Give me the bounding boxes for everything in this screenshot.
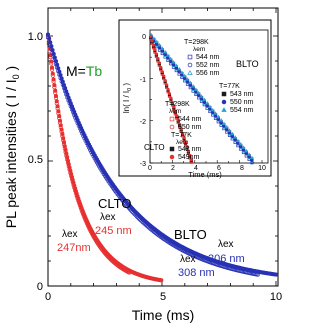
inset-data-point: [175, 67, 178, 70]
y-tick-label: 0.5: [27, 154, 43, 166]
data-point: [57, 114, 60, 117]
y-tick-label: 0: [36, 281, 43, 293]
clto-245nm-label: 245 nm: [95, 225, 132, 237]
inset-data-point: [154, 48, 156, 50]
inset-t298-clto: T=298K: [165, 101, 190, 108]
lambda-ex-clto-247: λex: [62, 229, 78, 240]
inset-data-point: [158, 46, 161, 49]
inset-data-point: [248, 155, 251, 158]
x-axis-label: Time (ms): [131, 307, 195, 323]
y-tick-label: 1.0: [27, 31, 43, 43]
data-point: [61, 132, 64, 135]
inset-data-point: [160, 66, 162, 68]
blto-306nm-label: 306 nm: [208, 253, 245, 265]
inset-data-point: [203, 101, 206, 104]
x-tick-label: 10: [269, 291, 282, 303]
inset-data-point: [220, 121, 223, 124]
inset-data-point: [161, 50, 164, 53]
material-label: M=Tb: [66, 63, 103, 79]
material-tb: Tb: [85, 63, 103, 79]
data-point: [65, 156, 68, 159]
inset-data-point: [158, 62, 160, 64]
inset-data-point: [161, 70, 163, 72]
clto-label: CLTO: [98, 196, 132, 211]
data-point: [68, 166, 71, 169]
data-point: [66, 159, 69, 162]
inset-data-point: [157, 57, 159, 59]
inset-y-tick-label: -1: [139, 77, 146, 84]
inset-x-axis-label: Time (ms): [188, 170, 222, 179]
inset-data-point: [197, 94, 200, 97]
inset-data-point: [231, 135, 234, 138]
inset-data-point: [239, 145, 242, 148]
inset-legend-label: 550 nm: [230, 99, 254, 106]
inset-data-point: [225, 128, 228, 131]
inset-data-point: [237, 142, 240, 145]
inset-legend-marker: [170, 147, 174, 151]
inset-data-point: [181, 74, 184, 77]
inset-data-point: [164, 53, 167, 56]
inset-x-tick-label: 0: [148, 165, 152, 172]
data-point: [59, 124, 62, 127]
data-point: [64, 148, 67, 151]
inset-data-point: [167, 56, 170, 59]
inset-t77-blto: T=77K: [219, 83, 240, 90]
inset-legend-label: 549nm: [178, 154, 200, 161]
clto-247nm-label: 247nm: [57, 242, 91, 254]
inset-data-point: [165, 84, 167, 86]
inset-legend-marker: [170, 155, 174, 159]
inset-data-point: [209, 108, 212, 111]
inset-data-point: [172, 63, 175, 66]
data-point: [52, 78, 55, 81]
inset-data-point: [183, 77, 186, 80]
data-point: [49, 60, 52, 63]
inset-lambda-em-b: λem: [169, 108, 182, 115]
inset-data-point: [189, 84, 192, 87]
x-tick-label: 5: [159, 291, 167, 303]
inset-legend-label: 544 nm: [178, 116, 202, 123]
inset-t77-clto: T=77K: [171, 132, 192, 139]
inset-legend-label: 556 nm: [196, 70, 220, 77]
inset-data-point: [251, 159, 254, 162]
inset-data-point: [152, 44, 154, 46]
inset-data-point: [168, 92, 170, 94]
data-point: [53, 83, 56, 86]
inset-legend-label: 550 nm: [178, 124, 202, 131]
lambda-ex-blto-308: λex: [180, 254, 196, 265]
inset-data-point: [206, 104, 209, 107]
inset-data-point: [164, 79, 166, 81]
data-point: [54, 94, 57, 97]
data-point: [160, 279, 163, 282]
inset-y-tick-label: -3: [139, 161, 146, 168]
inset-data-point: [214, 115, 217, 118]
inset-x-tick-label: 10: [258, 165, 266, 172]
inset-x-tick-label: 4: [194, 165, 198, 172]
inset-y-axis-label: ln( I / $I_0$ ): [122, 82, 133, 114]
blto-308nm-label: 308 nm: [178, 267, 215, 279]
data-point: [50, 66, 53, 69]
inset-x-tick-label: 2: [171, 165, 175, 172]
inset-data-point: [200, 97, 203, 100]
inset-t298-blto: T=298K: [184, 39, 209, 46]
inset-data-point: [162, 75, 164, 77]
inset-x-tick-label: 8: [240, 165, 244, 172]
inset-data-point: [234, 138, 237, 141]
data-point: [51, 72, 54, 75]
inset-legend-label: 554 nm: [230, 107, 254, 114]
inset-data-point: [149, 35, 151, 37]
data-point: [58, 119, 61, 122]
inset-x-tick-label: 6: [217, 165, 221, 172]
inset-y-tick-label: 0: [142, 34, 146, 41]
data-point: [53, 89, 56, 92]
inset-data-point: [195, 91, 198, 94]
inset-data-point: [186, 80, 189, 83]
inset-y-axis-label-subscript: 0: [127, 87, 133, 91]
data-point: [56, 105, 59, 108]
inset-data-point: [178, 70, 181, 73]
inset-data-point: [228, 132, 231, 135]
inset-data-point: [167, 88, 169, 90]
inset-data-point: [211, 111, 214, 114]
y-axis-label: PL peak intensities ( I / $I_0$ ): [3, 65, 21, 229]
data-point: [274, 273, 277, 276]
data-point: [67, 163, 70, 166]
data-point: [63, 144, 66, 147]
data-point: [55, 100, 58, 103]
inset-lambda-em-c: λem: [176, 139, 189, 146]
data-point: [57, 110, 60, 113]
lambda-ex-blto-306: λex: [218, 239, 234, 250]
inset-data-point: [192, 87, 195, 90]
inset-legend-marker: [222, 92, 226, 96]
y-axis-label-subscript: 0: [11, 74, 21, 80]
inset-legend-label: 543 nm: [230, 91, 254, 98]
inset-legend-label: 542 nm: [178, 146, 202, 153]
inset-data-point: [169, 60, 172, 63]
inset-legend-label: 544 nm: [196, 54, 220, 61]
inset-data-point: [151, 40, 153, 42]
inset-blto-label: BLTO: [236, 59, 259, 69]
inset-data-point: [155, 53, 157, 55]
data-point: [65, 152, 68, 155]
data-point: [61, 136, 64, 139]
blto-label: BLTO: [174, 227, 207, 242]
inset-lambda-em-a: λem: [193, 46, 206, 53]
inset-y-tick-label: -2: [139, 119, 146, 126]
inset-data-point: [217, 118, 220, 121]
data-point: [49, 53, 52, 56]
data-point: [62, 140, 65, 143]
inset-data-point: [245, 152, 248, 155]
x-tick-label: 0: [44, 291, 52, 303]
data-point: [60, 128, 63, 131]
inset-data-point: [242, 149, 245, 152]
inset-data-point: [223, 125, 226, 128]
inset-clto-label: CLTO: [144, 143, 165, 152]
inset-legend-marker: [222, 100, 226, 104]
inset-legend-label: 552 nm: [196, 62, 220, 69]
inset-data-point: [170, 97, 172, 99]
inset-data-point: [155, 43, 158, 46]
lambda-ex-clto: λex: [100, 212, 116, 223]
